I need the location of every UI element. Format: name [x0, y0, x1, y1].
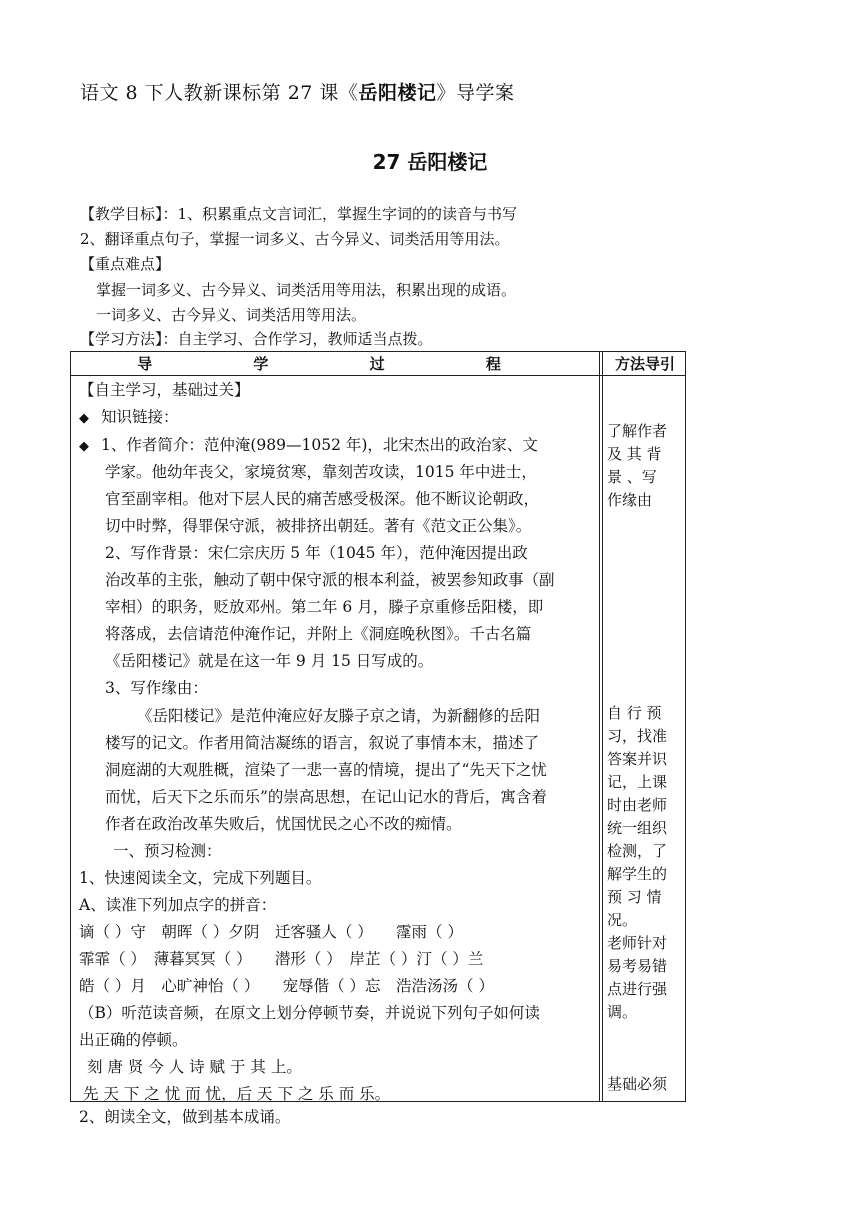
pause-sentence: 先 天 下 之 忧 而 忧，后 天 下 之 乐 而 乐。: [83, 1085, 391, 1103]
header-suffix: 》导学案: [436, 82, 515, 104]
key-points-line-1: 掌握一词多义、古今异义、词类活用等用法，积累出现的成语。: [96, 281, 517, 299]
author-intro-line: ◆ 1、作者简介：范仲淹(989—1052 年)，北宋杰出的政治家、文: [79, 432, 538, 460]
text-line: 《岳阳楼记》就是在这一年 9 月 15 日写成的。: [105, 652, 434, 670]
pinyin-row: 谪（ ）守 朝晖（ ）夕阴 迁客骚人（ ） 霪雨（ ）: [79, 923, 463, 941]
text-line: 楼写的记文。作者用简洁凝练的语言，叙说了事情本末，描述了: [105, 734, 540, 752]
key-points-label: 【重点难点】: [80, 255, 171, 273]
goals-line-1: 【教学目标】：1、积累重点文言词汇，掌握生字词的的读音与书写: [80, 205, 518, 223]
text-line: 而忧，后天下之乐而乐”的崇高思想，在记山记水的背后，寓含着: [105, 788, 547, 806]
side-note-basic: 基础必须: [607, 1075, 668, 1093]
table-header-row: [71, 352, 685, 376]
text-line: 官至副宰相。他对下层人民的痛苦感受极深。他不断议论朝政，: [105, 490, 540, 508]
header-process: 导 学 过 程: [137, 355, 533, 373]
task-line: （B）听范读音频，在原文上划分停顿节奏，并说说下列句子如何读: [79, 1004, 540, 1022]
text-line: 学家。他幼年丧父，家境贫寒，靠刻苦攻读，1015 年中进士，: [105, 463, 537, 481]
pinyin-row: 霏霏（ ） 薄暮冥冥（ ） 潜形（ ） 岸芷（ ）汀（ ）兰: [79, 950, 484, 968]
section-heading: 【自主学习，基础过关】: [79, 381, 250, 399]
task-line: A、读准下列加点字的拼音：: [79, 896, 277, 914]
reason-heading: 3、写作缘由：: [105, 679, 208, 697]
text-line: 宰相）的职务，贬放邓州。第二年 6 月，滕子京重修岳阳楼，即: [105, 598, 544, 616]
task-line: 出正确的停顿。: [79, 1031, 188, 1049]
background-line: 2、写作背景：宋仁宗庆历 5 年（1045 年），范仲淹因提出政: [105, 544, 528, 562]
task-line: 2、朗读全文，做到基本成诵。: [79, 1108, 291, 1126]
column-divider: [599, 352, 600, 1101]
goals-line-2: 2、翻译重点句子，掌握一词多义、古今异义、词类活用等用法。: [80, 230, 510, 248]
header-title: 岳阳楼记: [358, 82, 437, 104]
text-line: 将落成，去信请范仲淹作记，并附上《洞庭晚秋图》。千古名篇: [105, 625, 532, 643]
pinyin-row: 皓（ ）月 心旷神怡（ ） 宠辱偕（ ）忘 浩浩汤汤（ ）: [79, 977, 494, 995]
column-divider-double: [602, 352, 603, 1101]
pause-sentence: 刻 唐 贤 今 人 诗 赋 于 其 上。: [87, 1058, 302, 1076]
lesson-title: 27 岳阳楼记: [372, 150, 488, 174]
header-prefix: 语文 8 下人教新课标第 27 课《: [80, 82, 359, 104]
text-line: 切中时弊，得罪保守派，被排挤出朝廷。著有《范文正公集》。: [105, 517, 532, 535]
key-points-line-2: 一词多义、古今异义、词类活用等用法。: [96, 306, 367, 324]
guide-table: [70, 351, 686, 1126]
text-line: 治改革的主张，触动了朝中保守派的根本利益，被罢参知政事（副: [105, 571, 555, 589]
reason-line: 《岳阳楼记》是范仲淹应好友滕子京之请，为新翻修的岳阳: [137, 707, 541, 725]
side-note-author: 了解作者 及 其 背 景 、写 作缘由: [607, 422, 668, 509]
side-note-preview: 自 行 预 习，找准 答案并识 记，上课 时由老师 统一组织 检测，了 解学生的 预 习 情 况。 老师针对 易考易错 点进行强 调。: [607, 704, 668, 1021]
preview-heading: 一、预习检测：: [113, 842, 222, 860]
text-line: 作者在政治改革失败后，忧国忧民之心不改的痴情。: [105, 815, 462, 833]
knowledge-link-item: ◆ 知识链接：: [79, 404, 179, 432]
diamond-bullet-icon: ◆: [79, 411, 89, 426]
document-header: [80, 78, 514, 105]
task-line: 1、快速阅读全文，完成下列题目。: [79, 869, 322, 887]
diamond-bullet-icon: ◆: [79, 439, 89, 454]
text-line: 洞庭湖的大观胜概，渲染了一悲一喜的情境，提出了“先天下之忧: [105, 761, 547, 779]
header-method-guide: 方法导引: [614, 355, 675, 373]
method-line: 【学习方法】：自主学习、合作学习，教师适当点拨。: [80, 330, 433, 348]
